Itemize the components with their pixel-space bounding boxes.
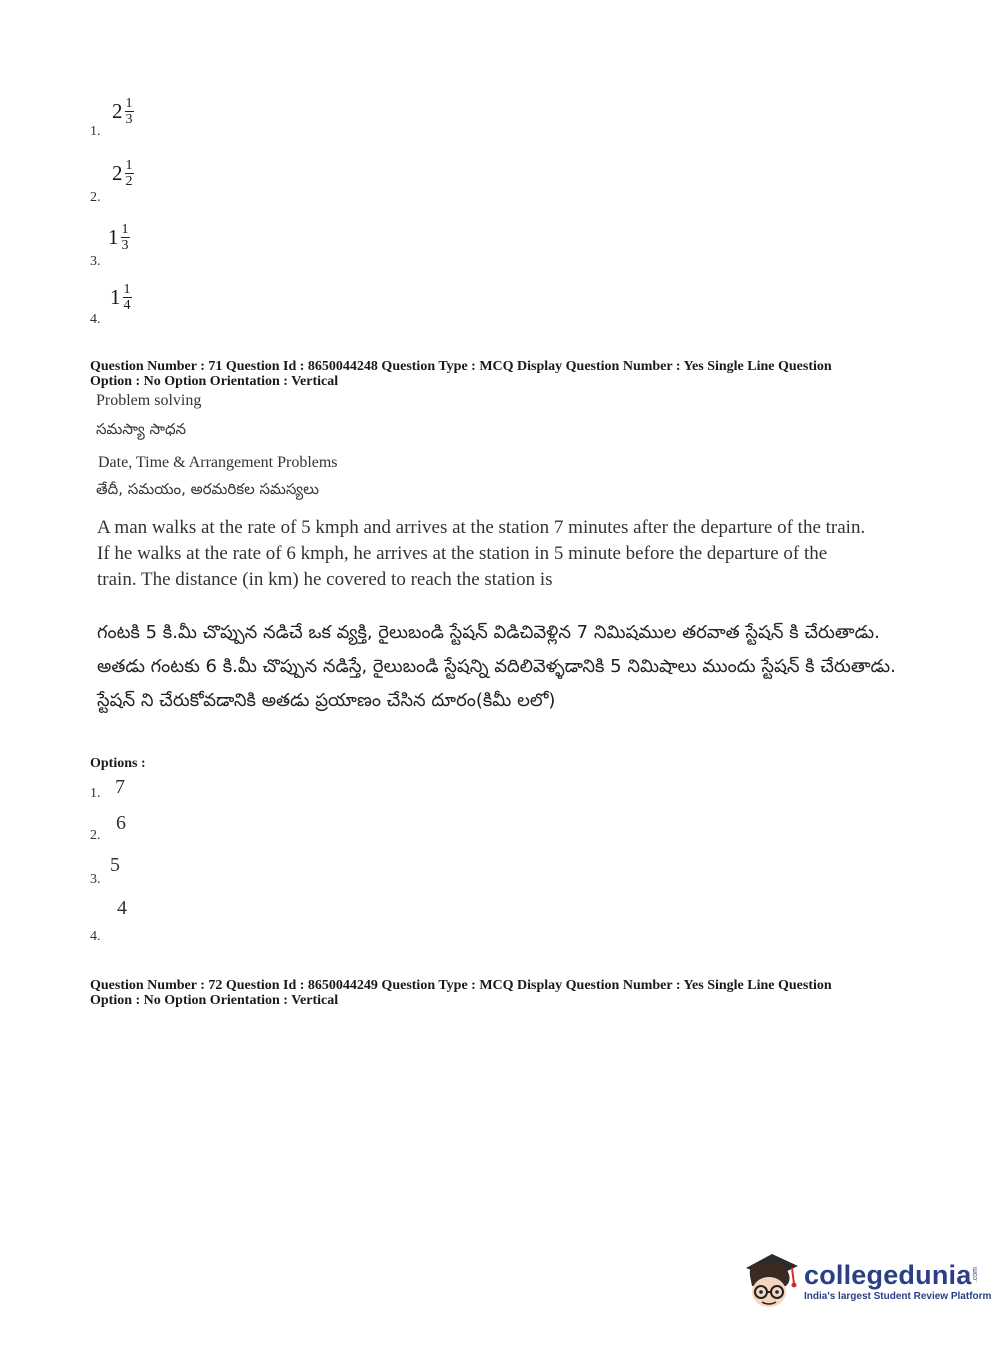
logo-name: collegedunia xyxy=(804,1259,972,1290)
option-number: 3. xyxy=(90,872,101,887)
options-label: Options : xyxy=(90,756,146,771)
topic-english: Date, Time & Arrangement Problems xyxy=(98,454,338,471)
mascot-icon xyxy=(742,1250,800,1312)
fraction xyxy=(125,158,134,189)
option-number: 2. xyxy=(90,190,101,205)
option-number: 1. xyxy=(90,786,101,801)
topic-telugu: తేదీ, సమయం, అరమరికల సమస్యలు xyxy=(96,480,319,498)
question-meta-line1: Question Number : 72 Question Id : 8650044249 Question Type : MCQ Display Question Number : Yes Single Line Question xyxy=(90,978,832,993)
fraction-denominator: 4 xyxy=(123,298,131,313)
option-1 xyxy=(90,776,150,806)
fraction-denominator: 2 xyxy=(125,174,133,189)
option-number: 3. xyxy=(90,254,101,269)
category-telugu: సమస్యా సాధన xyxy=(96,420,187,438)
fraction-whole: 2 xyxy=(112,99,123,123)
collegedunia-logo xyxy=(742,1250,991,1312)
option-value: 5 xyxy=(110,854,120,876)
category-english: Problem solving xyxy=(96,392,202,409)
question-meta-line2: Option : No Option Orientation : Vertical xyxy=(90,374,339,389)
question-meta-line2: Option : No Option Orientation : Vertical xyxy=(90,993,339,1008)
fraction-numerator: 1 xyxy=(125,158,133,173)
fraction-denominator: 3 xyxy=(121,238,129,253)
fraction-numerator: 1 xyxy=(123,282,131,297)
question-stem-english: A man walks at the rate of 5 kmph and arrives at the station 7 minutes after the departure of the train. If he walks at the rate of 6 kmph, he arrives at the station in 5 minute before the departure of the train. The distance (in km) he covered to reach the station is xyxy=(97,517,866,590)
fraction xyxy=(125,96,134,127)
question-meta-line1: Question Number : 71 Question Id : 8650044248 Question Type : MCQ Display Question Number : Yes Single Line Question xyxy=(90,359,832,374)
fraction xyxy=(123,282,132,313)
option-value: 6 xyxy=(116,812,126,834)
question-71-meta xyxy=(90,359,890,389)
option-fraction xyxy=(108,222,130,253)
option-value: 7 xyxy=(115,776,125,798)
option-4 xyxy=(90,897,150,947)
option-number: 4. xyxy=(90,929,101,944)
fraction-whole: 1 xyxy=(108,225,119,249)
option-3 xyxy=(90,854,150,890)
option-fraction xyxy=(110,282,132,313)
logo-text xyxy=(804,1261,991,1302)
fraction xyxy=(121,222,130,253)
option-number: 1. xyxy=(90,124,101,139)
option-number: 2. xyxy=(90,828,101,843)
option-fraction xyxy=(112,96,134,127)
fraction-whole: 1 xyxy=(110,285,121,309)
logo-suffix: .com xyxy=(972,1267,980,1283)
option-number: 4. xyxy=(90,312,101,327)
question-72-meta xyxy=(90,978,890,1008)
fraction-whole: 2 xyxy=(112,161,123,185)
fraction-numerator: 1 xyxy=(125,96,133,111)
option-value: 4 xyxy=(117,897,127,919)
option-2 xyxy=(90,812,150,846)
question-stem-telugu: గంటకి 5 కి.మీ చొప్పున నడిచే ఒక వ్యక్తి, రైలుబండి స్టేషన్ విడిచివెళ్లిన 7 నిమిషముల తరవాత స్టేషన్ కి చేరుతాడు. అతడు గంటకు 6 కి.మీ చొప్పున నడిస్తే, రైలుబండి స్టేషన్ని వదిలివెళ్ళడానికి 5 నిమిషాలు ముందు స్టేషన్ కి చేరుతాడు. స్టేషన్ ని చేరుకోవడానికి అతడు ప్రయాణం చేసిన దూరం(కిమీ లలో) xyxy=(97,622,896,711)
option-fraction xyxy=(112,158,134,189)
fraction-numerator: 1 xyxy=(121,222,129,237)
logo-tagline: India's largest Student Review Platform xyxy=(804,1290,992,1302)
fraction-denominator: 3 xyxy=(125,112,133,127)
